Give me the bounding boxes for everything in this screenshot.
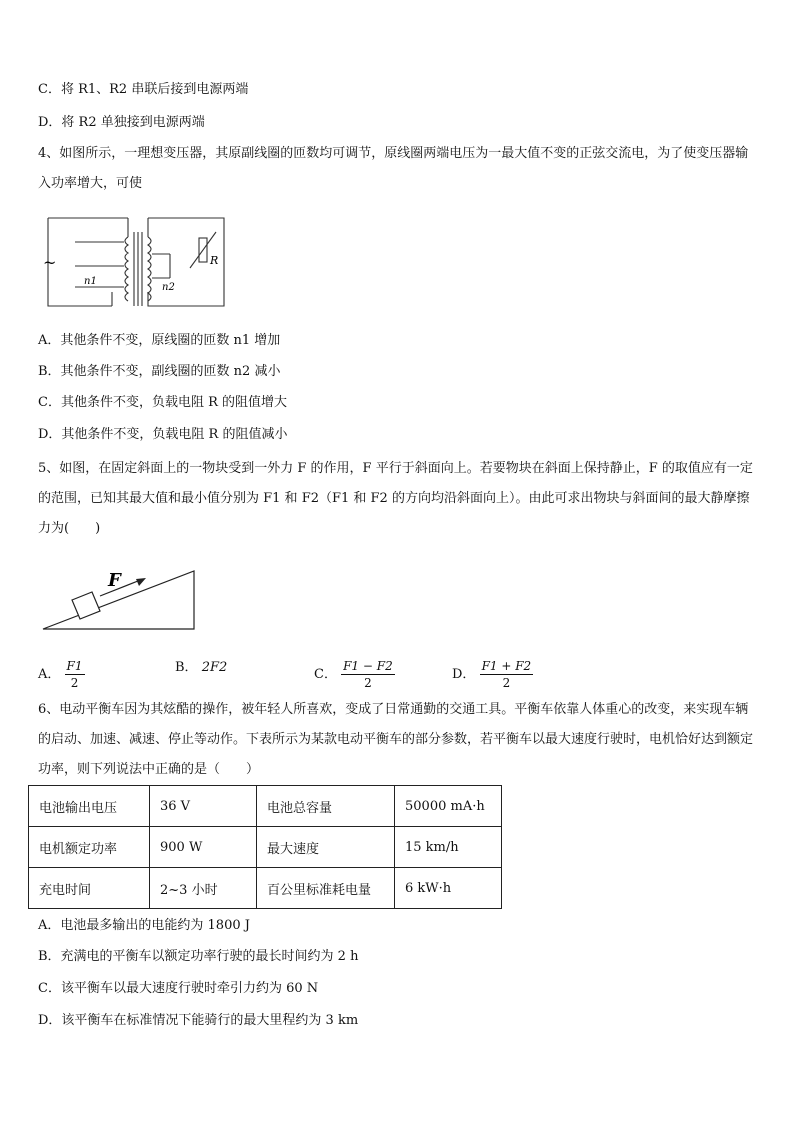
q4-option-c: C．其他条件不变，负载电阻 R 的阻值增大 [38, 395, 287, 410]
table-cell: 6 kW·h [395, 868, 502, 909]
table-cell: 36 V [150, 786, 257, 827]
table-cell: 电池总容量 [257, 786, 395, 827]
transformer-diagram [40, 212, 230, 312]
q4-stem: 4、如图所示，一理想变压器，其原副线圈的匝数均可调节，原线圈两端电压为一最大值不变的正弦交流电，为了使变压器输入功率增大，可使 [38, 146, 749, 191]
table-row [29, 786, 502, 827]
q5-option-b: B． 2F2 [175, 660, 228, 675]
table-cell: 900 W [150, 827, 257, 868]
q6-option-c: C．该平衡车以最大速度行驶时牵引力约为 60 N [38, 981, 319, 996]
q6-option-b: B．充满电的平衡车以额定功率行驶的最长时间约为 2 h [38, 949, 359, 964]
q4-option-b: B．其他条件不变，副线圈的匝数 n2 减小 [38, 364, 281, 379]
q6-option-d: D．该平衡车在标准情况下能骑行的最大里程约为 3 km [38, 1013, 359, 1028]
q6-option-a: A．电池最多输出的电能约为 1800 J [38, 918, 250, 933]
n1-label: n1 [84, 276, 97, 287]
table-cell: 电机额定功率 [29, 827, 150, 868]
table-row [29, 827, 502, 868]
table-cell: 最大速度 [257, 827, 395, 868]
force-label: F [108, 570, 121, 591]
q4-option-a: A．其他条件不变，原线圈的匝数 n1 增加 [38, 333, 281, 348]
q6-stem: 6、电动平衡车因为其炫酷的操作，被年轻人所喜欢，变成了日常通勤的交通工具。平衡车依靠人体重心的改变，来实现车辆的启动、加速、减速、停止等动作。下表所示为某款电动平衡车的部分参数，若平衡车以最大速度行驶时，电机恰好达到额定功率，则下列说法中正确的是（ ） [38, 702, 754, 777]
option-d-top: D．将 R2 单独接到电源两端 [38, 115, 205, 130]
table-cell: 2~3 小时 [150, 868, 257, 909]
q5-option-d: D． $\frac{F1 + F2}{2}$ [452, 659, 532, 690]
table-cell: 15 km/h [395, 827, 502, 868]
table-cell: 充电时间 [29, 868, 150, 909]
table-row [29, 868, 502, 909]
incline-diagram [40, 566, 200, 632]
r-label: R [210, 254, 219, 267]
q5-stem: 5、如图，在固定斜面上的一物块受到一外力 F 的作用，F 平行于斜面向上。若要物块在斜面上保持静止，F 的取值应有一定的范围，已知其最大值和最小值分别为 F1 和 F2（F1 和 F2 的方向均沿斜面向上）。由此可求出物块与斜面间的最大静摩擦力为( ) [38, 461, 753, 536]
q5-option-a: A． $\frac{F1}{2}$ [38, 659, 83, 690]
option-c-top: C．将 R1、R2 串联后接到电源两端 [38, 82, 249, 97]
table-cell: 百公里标准耗电量 [257, 868, 395, 909]
table-cell: 电池输出电压 [29, 786, 150, 827]
n2-label: n2 [162, 282, 175, 293]
ac-source-symbol: ~ [43, 253, 57, 272]
table-cell: 50000 mA·h [395, 786, 502, 827]
q4-option-d: D．其他条件不变，负载电阻 R 的阻值减小 [38, 427, 288, 442]
q5-option-c: C． $\frac{F1 - F2}{2}$ [314, 659, 393, 690]
params-table [28, 785, 502, 909]
